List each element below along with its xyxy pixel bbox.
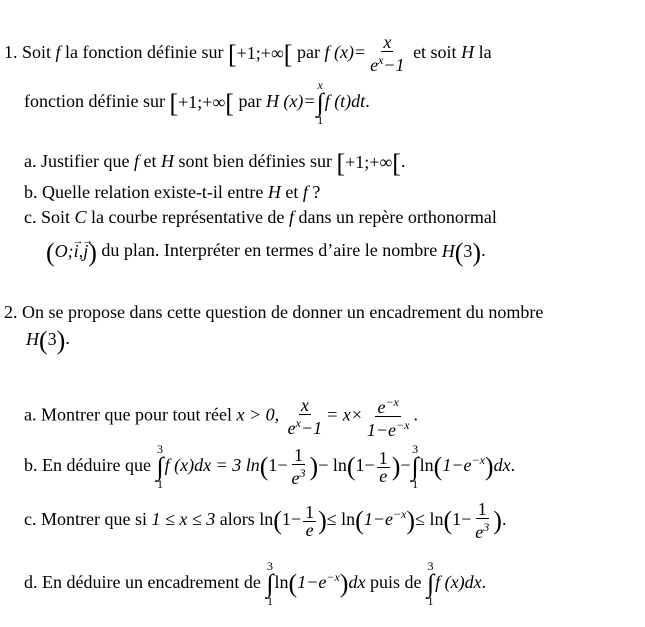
- integral: x ∫ 1: [316, 78, 324, 127]
- H-of-3: H(3): [441, 237, 482, 267]
- q1a-text: sont bien définies sur: [178, 151, 332, 171]
- integral: 3 ∫ 1: [426, 559, 435, 608]
- q1-text: par: [296, 42, 320, 63]
- H-of-3: H(3): [26, 325, 66, 355]
- frac-1-over-e: $\frac{1}{e}$: [378, 447, 388, 486]
- q2a-condition: x > 0,: [236, 404, 280, 425]
- q1-text: et soit: [413, 42, 457, 63]
- item-label: a.: [24, 404, 37, 425]
- q2-line2: H(3).: [26, 325, 70, 355]
- q2a-fraction-1: $\frac{x}{e^x-1}$: [287, 394, 323, 438]
- q2a-equals: = x×: [326, 404, 363, 425]
- var-H: H: [161, 151, 174, 171]
- q2b-expr: f (x)dx = 3 ln: [164, 455, 260, 476]
- q1c-line2: (O;→ i,→ j) du plan. Interpréter en termes d’aire le nombre H(3).: [46, 240, 486, 263]
- q1b: [24, 182, 320, 202]
- q1-number: 1.: [4, 42, 18, 63]
- var-H: H: [267, 182, 281, 202]
- q1-text: Soit: [22, 42, 52, 63]
- frac-1-over-e3: $\frac{1}{e^3}$: [475, 499, 490, 542]
- q1a-text: et: [143, 151, 157, 171]
- integral: 3 ∫ 1: [266, 559, 274, 608]
- frac-1-over-e3: $\frac{1}{e^3}$: [291, 445, 306, 488]
- q1b-text: Quelle relation existe-t-il entre: [42, 182, 264, 202]
- q1a: a. Justifier que f et H sont bien définies sur [+1;+∞[.: [24, 148, 406, 178]
- q2a-fraction-2: $\frac{e^{-x}}{1-e^{-x}}$: [366, 395, 410, 440]
- var-H: H: [461, 42, 475, 63]
- q2b-text: En déduire que: [42, 455, 151, 476]
- frac-1-over-e: $\frac{1}{e}$: [305, 501, 315, 540]
- q1c-line1: [24, 207, 497, 227]
- q1a-text: Justifier que: [41, 151, 130, 171]
- item-label: a.: [24, 151, 37, 171]
- q1-line1: [4, 34, 492, 74]
- var-f: f: [302, 182, 308, 202]
- q2-number: 2.: [4, 302, 18, 322]
- q2c-condition: 1 ≤ x ≤ 3: [151, 509, 216, 530]
- q2a-text: Montrer que pour tout réel: [41, 404, 232, 425]
- q1-line2: fonction définie sur [+1;+∞[ par H (x)= x ∫ 1 f (t)dt.: [24, 78, 370, 127]
- q1b-text: et: [285, 182, 299, 202]
- q1-text: fonction définie sur: [24, 91, 165, 112]
- q2c-text: alors: [219, 509, 255, 530]
- q1c-text: du plan. Interpréter en termes d’aire le nombre: [101, 240, 438, 260]
- q1c-text: la courbe représentative de: [91, 207, 285, 227]
- H-definition-lhs: H (x)=: [265, 91, 316, 112]
- q2c: c. Montrer que si 1 ≤ x ≤ 3 alors ln(1− $\frac{1}{e}$ )≤ $\ln(1-e^{-x})\le \ln(1-$ $\frac{1}{e^3}$ ).: [24, 499, 507, 542]
- q1-text: la: [478, 42, 492, 63]
- q1c-text: Soit: [41, 207, 71, 227]
- q1-text: par: [238, 91, 262, 112]
- q2b-expr: − ln: [318, 455, 347, 476]
- integral: 3 ∫ 1: [411, 442, 419, 491]
- var-f: f: [55, 42, 61, 63]
- q1-text: la fonction définie sur: [65, 42, 224, 63]
- item-label: d.: [24, 572, 38, 593]
- item-label: c.: [24, 509, 37, 530]
- interval-plus1-inf: [+1;+∞[: [169, 88, 234, 118]
- item-label: c.: [24, 207, 37, 227]
- q2a: a. Montrer que pour tout réel x > 0, $\frac{x}{e^x-1}$ = x× $\frac{e^{-x}}{1-e^{-x}}$ .: [24, 394, 418, 440]
- integral: 3 ∫ 1: [156, 442, 164, 491]
- q1b-text: ?: [312, 182, 321, 202]
- f-definition-fraction: $\frac{x}{e^x-1}$: [370, 32, 405, 75]
- var-f: f: [133, 151, 139, 171]
- item-label: b.: [24, 455, 38, 476]
- item-label: b.: [24, 182, 38, 202]
- q2c-text: Montrer que si: [41, 509, 147, 530]
- q2b: b. En déduire que 3 ∫ 1 f (x)dx = 3 ln(1− $\frac{1}{e^3}$ )− ln(1− $\frac{1}{e}$ )− 3 ∫ 1 $\ln(1-e^{-x})dx$.: [24, 442, 516, 491]
- q2d-text: En déduire un encadrement de: [42, 572, 261, 593]
- interval-plus1-inf: [+1;+∞[: [336, 148, 401, 178]
- repere: (O;→ i,→ j): [46, 241, 97, 263]
- var-f: f: [288, 207, 294, 227]
- interval-plus1-inf: [+1;+∞[: [227, 39, 293, 69]
- q2-line1: [4, 302, 543, 322]
- q2-intro: On se propose dans cette question de donner un encadrement du nombre: [22, 302, 544, 322]
- f-definition-lhs: f (x)=: [324, 42, 367, 63]
- q1c-text: dans un repère orthonormal: [298, 207, 497, 227]
- q2d-text: puis de: [369, 572, 422, 593]
- q2d: d. En déduire un encadrement de 3 ∫ 1 $\ln(1-e^{-x})dx$ puis de 3 ∫ 1 f (x)dx.: [24, 559, 487, 608]
- integral-body: f (t)dt: [324, 91, 366, 112]
- var-C: C: [74, 207, 87, 227]
